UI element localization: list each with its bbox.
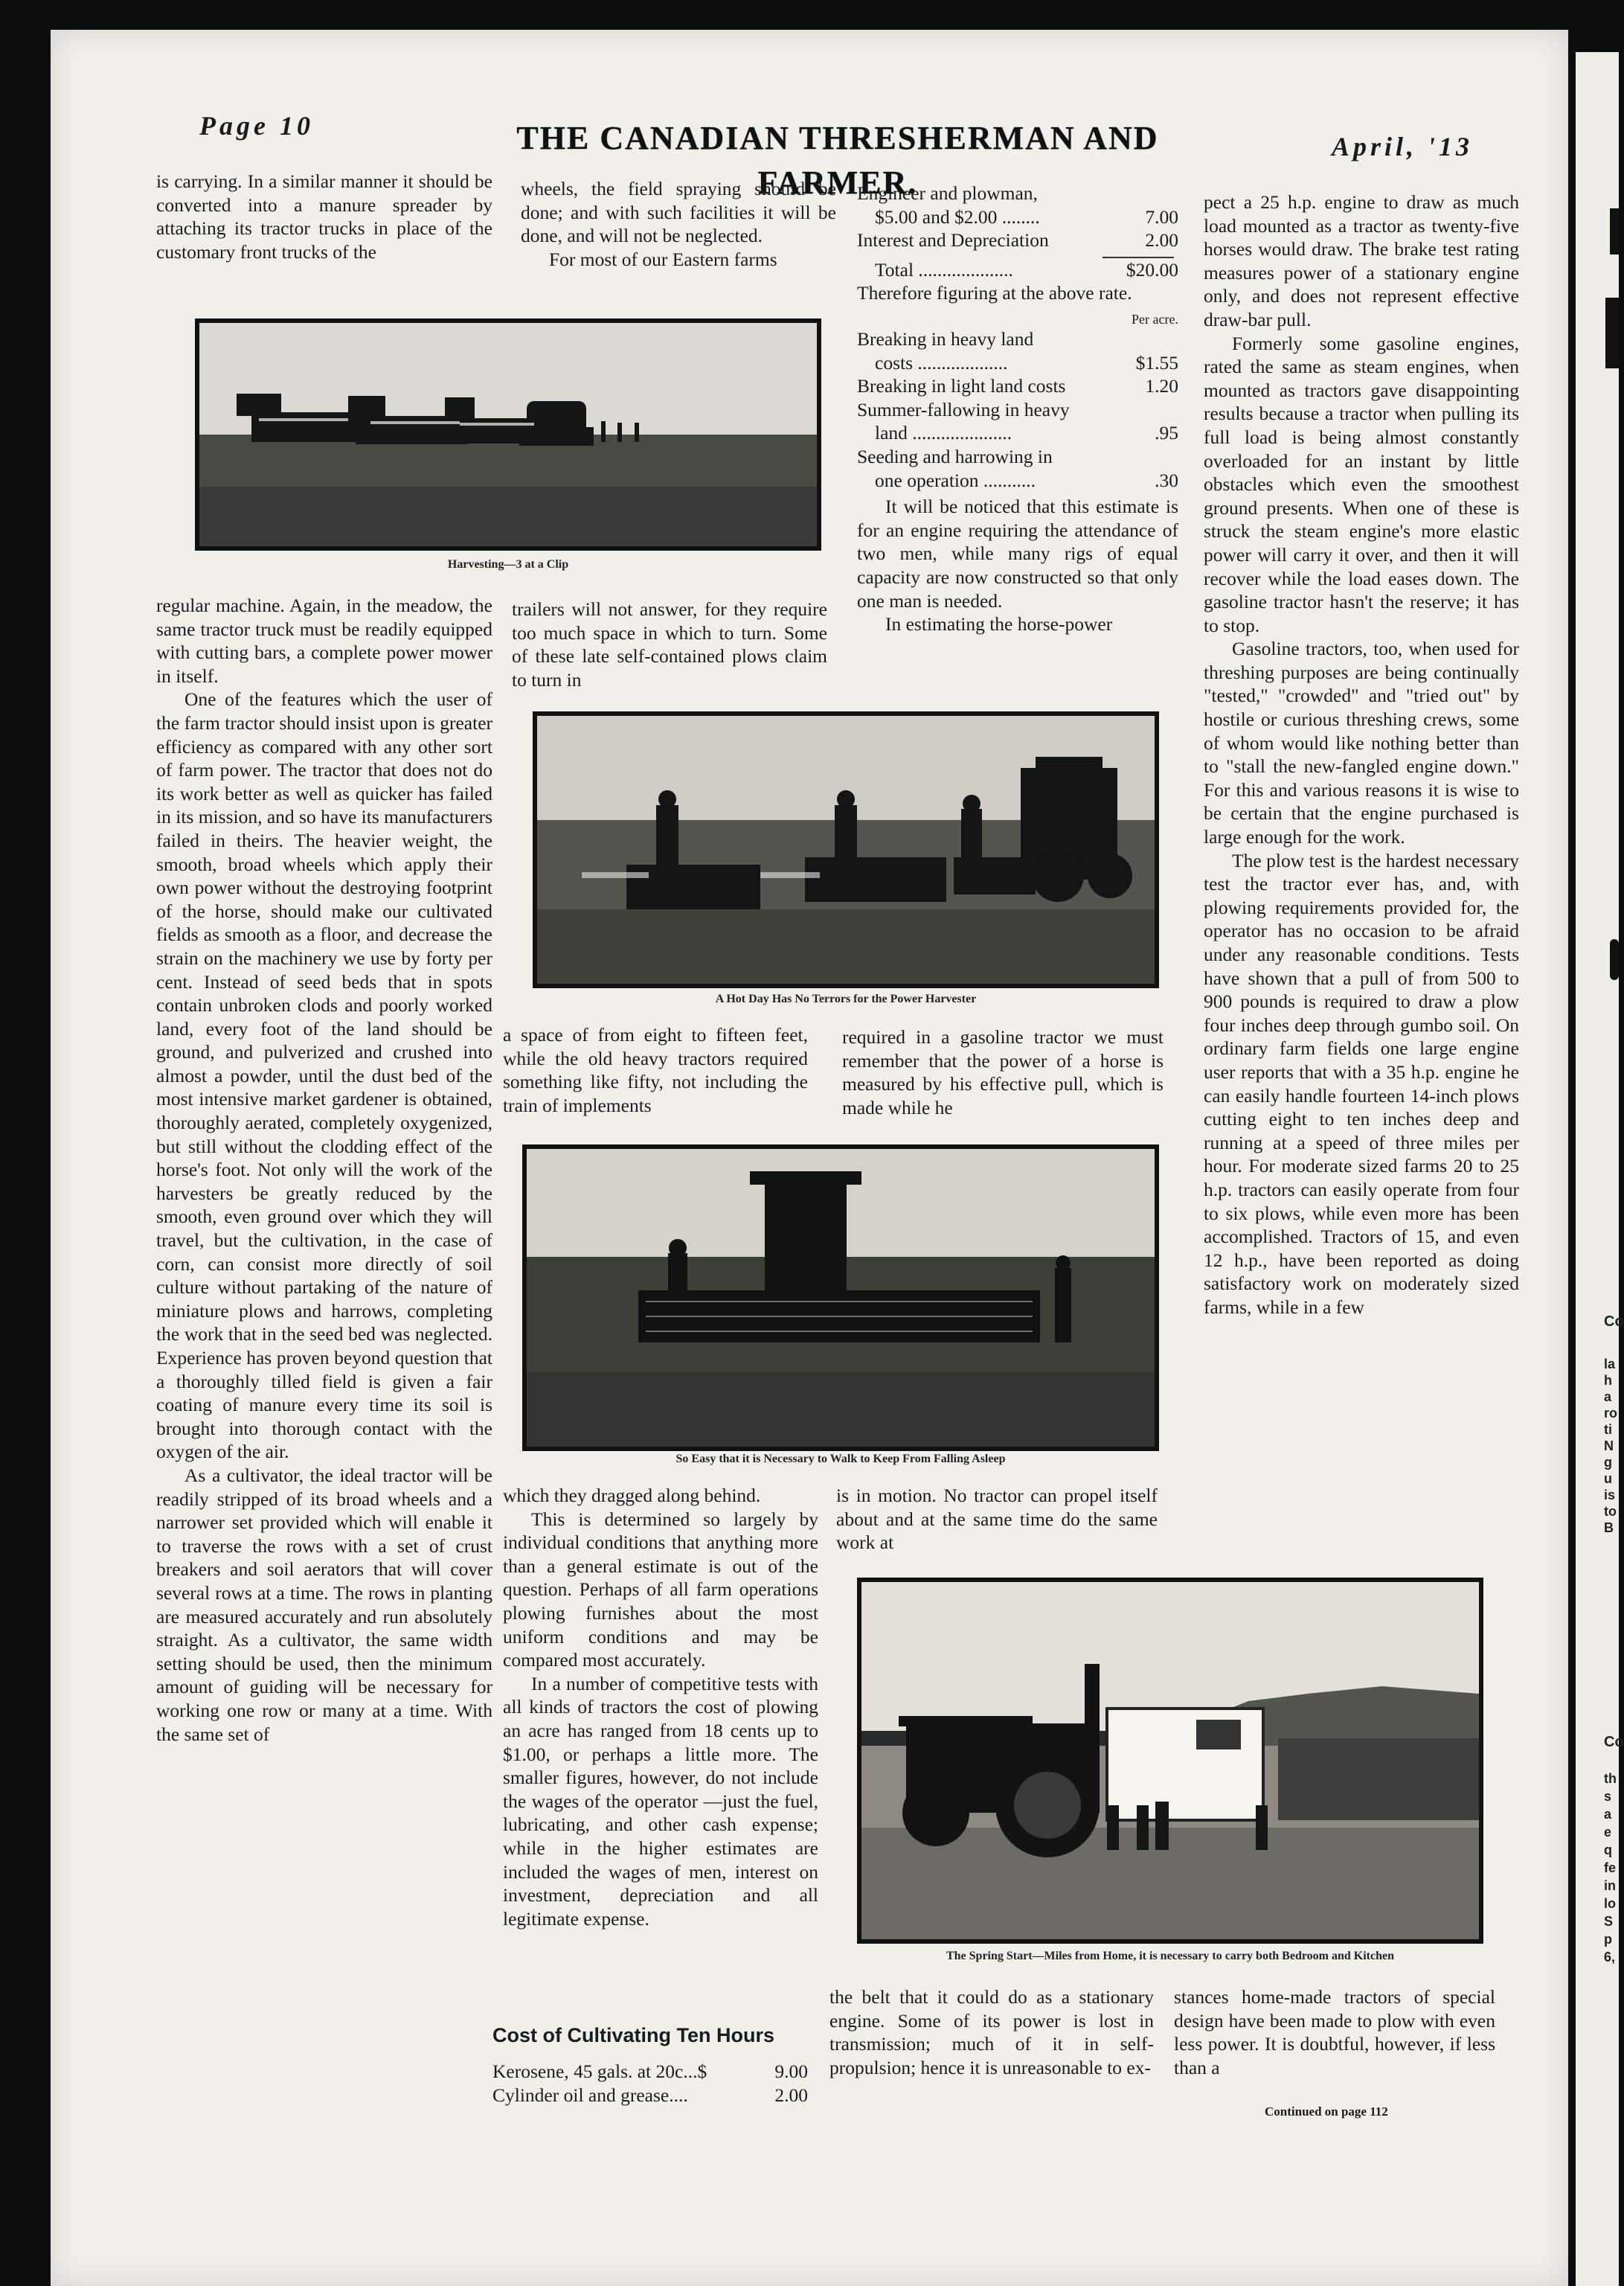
acre-label: land ..................... xyxy=(875,422,1012,444)
cost-value: 9.00 xyxy=(774,2061,808,2082)
paragraph: stances home-made tractors of special design have been made to plow with even less power. It is doubtful, however, if less than a xyxy=(1174,1986,1495,2078)
edge-text: Co xyxy=(1604,1313,1624,1330)
column-3 xyxy=(857,182,1178,636)
edge-text: la ha ro ti N gu is to B xyxy=(1604,1357,1617,1535)
column-4 xyxy=(1204,190,1519,1319)
acre-table xyxy=(857,327,1178,492)
paragraph: pect a 25 h.p. engine to draw as much load mounted as a tractor as twenty-five horses would draw. The brake test rating measures power of a stationary engine only, and does not represent effective draw-bar pull. xyxy=(1204,191,1519,330)
photo-spring-start xyxy=(857,1578,1483,1944)
paragraph: One of the features which the user of the farm tractor should insist upon is greater efficiency as compared with any other sort of farm power. The tractor that does not do its work better as well as quicker has failed in its mission, and so have its manufacturers failed in theirs. The heavier weight, the smooth, broad wheels which apply their own power without the destroying footprint of the horse, should make our cultivated fields as smooth as a floor, and decrease the strain on the machinery we use by forty per cent. Instead of seed beds that in spots contain unbroken clods and poorly worked land, every foot of the land should be ground, and pulverized and crushed into almost a powder, until the dust bed of the most intensive market gardener is obtained, thoroughly aerated, completely oxygenized, but still without the clodding effect of the horse's foot. Not only will the work of the harvesters be greatly reduced by the smooth, even ground over which they will travel, but the cultivation, in the case of corn, can consist more directly of soil culture without partaking of the nature of miniature plows and harrows, completing the work that in the seed bed was neglected. Experience has proven beyond question that a thoroughly tilled field is given a fair coating of manure every time its soil is brought into thorough contact with the oxygen of the air. xyxy=(156,688,492,1463)
acre-row xyxy=(857,469,1178,493)
cost-row xyxy=(857,228,1178,252)
acre-row xyxy=(857,351,1178,375)
cost-label: Cylinder oil and grease.... xyxy=(492,2084,688,2106)
paragraph: In a number of competitive tests with all kinds of tractors the cost of plowing an acre has ranged from 18 cents up to $1.00, or perhaps a little more. The smaller figures, however, do not include the wages of the operator —just the fuel, lubricating, and other cash expense; while in the higher estimates are included the wages of men, interest on investment, depreciation and all legitimate expense. xyxy=(503,1672,818,1930)
mid-text-right xyxy=(842,1025,1164,1119)
paragraph: is in motion. No tractor can propel itself about and at the same time do the same work at xyxy=(836,1485,1158,1554)
total-value: $20.00 xyxy=(1126,258,1178,281)
cost-label: $5.00 and $2.00 ........ xyxy=(875,205,1040,228)
page-number: Page 10 xyxy=(199,111,314,141)
cost-row xyxy=(492,2060,808,2084)
cost-label: Engineer and plowman, xyxy=(857,182,1038,204)
photo-caption: Harvesting—3 at a Clip xyxy=(447,558,569,571)
edge-mark xyxy=(1605,298,1619,368)
edge-mark xyxy=(1610,939,1619,980)
acre-value: 1.20 xyxy=(1145,375,1178,397)
paragraph: regular machine. Again, in the meadow, the same tractor truck must be readily equipped with cutting bars, a complete power mower in itself. xyxy=(156,595,492,687)
acre-row xyxy=(857,398,1178,422)
cost-row xyxy=(492,2084,808,2107)
acre-row xyxy=(857,421,1178,445)
paragraph: trailers will not answer, for they require too much space in which to turn. Some of these late self-contained plows claim to turn in xyxy=(512,598,827,691)
continued-note: Continued on page 112 xyxy=(1265,2104,1388,2119)
cost-label: Interest and Depreciation xyxy=(857,229,1049,252)
acre-value: .95 xyxy=(1155,422,1178,444)
acre-label: costs ................... xyxy=(875,351,1008,374)
edge-mark xyxy=(1610,208,1619,254)
paragraph: Gasoline tractors, too, when used for threshing purposes are being continually "tested," "crowded" and "tried out" by hostile or curious threshing crews, some of whom would like nothing better than to "stall the new-fangled engine down." For this and various reasons it is wise to be certain that the engine purchased is large enough for the work. xyxy=(1204,638,1519,848)
paragraph: required in a gasoline tractor we must remember that the power of a horse is measured by his effective pull, which is made while he xyxy=(842,1026,1164,1118)
cost-value: 2.00 xyxy=(774,2084,808,2106)
cost-value: 7.00 xyxy=(1145,205,1178,228)
cost-row xyxy=(857,205,1178,229)
acre-row xyxy=(857,374,1178,398)
paragraph: the belt that it could do as a stationary engine. Some of its power is lost in transmission; much of it in self-propulsion; hence it is unreasonable to ex- xyxy=(829,1986,1154,2078)
photo-caption: A Hot Day Has No Terrors for the Power Harvester xyxy=(715,993,977,1005)
column-2-top xyxy=(521,177,836,271)
bottom-text-right xyxy=(1174,1985,1495,2079)
column-2-mid xyxy=(512,598,827,691)
acre-value: .30 xyxy=(1155,469,1178,491)
cost-cultivating-table xyxy=(492,2060,808,2107)
bottom-text-left xyxy=(829,1985,1154,2079)
column-1-top xyxy=(156,170,492,263)
paragraph: For most of our Eastern farms xyxy=(549,248,777,270)
acre-row xyxy=(857,327,1178,351)
paragraph: is carrying. In a similar manner it should be converted into a manure spreader by attaching its tractor trucks in place of the customary front trucks of the xyxy=(156,170,492,263)
acre-value: $1.55 xyxy=(1135,351,1178,374)
cost-table xyxy=(857,182,1178,281)
edge-text: th sa eq fe in lo Sp 6, xyxy=(1604,1771,1617,1965)
paragraph: Formerly some gasoline engines, rated the same as steam engines, when mounted as tractors gave disappointing results because a tractor when pulling its full load is being almost constantly overloaded for an instant by little obstacles which even the smoothest ground presents. When one of these is struck the steam engine's more elastic power will carry it over, and then it will recover while the load eases down. The gasoline tractor hasn't the reserve; it has to stop. xyxy=(1204,332,1519,636)
total-row xyxy=(857,258,1178,282)
paragraph: Therefore figuring at the above rate. xyxy=(857,282,1132,304)
paragraph: It will be noticed that this estimate is for an engine requiring the attendance of two men, while many rigs of equal capacity are now constructed so that only one man is needed. xyxy=(857,496,1178,612)
total-label: Total .................... xyxy=(875,258,1013,281)
bottom-mid-text xyxy=(836,1484,1158,1555)
acre-label: Breaking in heavy land xyxy=(857,327,1034,350)
paragraph: This is determined so largely by individual conditions that anything more than a general estimate is out of the question. Perhaps of all farm operations plowing furnishes about the most uniform conditions and may be compared most accurately. xyxy=(503,1508,818,1671)
acre-label: Summer-fallowing in heavy xyxy=(857,398,1070,420)
edge-text: Co xyxy=(1604,1734,1624,1750)
mid-text-left xyxy=(503,1023,808,1117)
photo-harvesting xyxy=(195,318,821,551)
paragraph: a space of from eight to fifteen feet, while the old heavy tractors required something like fifty, not including the train of implements xyxy=(503,1024,808,1116)
issue-date: April, '13 xyxy=(1332,132,1474,161)
cost-label: Kerosene, 45 gals. at 20c...$ xyxy=(492,2061,707,2082)
cost-row xyxy=(857,182,1178,205)
masthead: THE CANADIAN THRESHERMAN AND FARMER. xyxy=(516,120,1159,201)
acre-label: Breaking in light land costs xyxy=(857,375,1066,397)
acre-label: one operation ........... xyxy=(875,469,1036,491)
photo-caption: So Easy that it is Necessary to Walk to Keep From Falling Asleep xyxy=(675,1453,1006,1465)
column-1-main xyxy=(156,594,492,1746)
column-2-lower xyxy=(503,1484,818,1930)
section-heading: Cost of Cultivating Ten Hours xyxy=(492,2024,774,2046)
paragraph: In estimating the horse-power xyxy=(885,613,1113,635)
paragraph: As a cultivator, the ideal tractor will be readily stripped of its broad wheels and a narrower set provided which will enable it to traverse the rows with a set of crust breakers and soil aerators that will cover several rows at a time. The rows in planting are measured accurately and run absolutely straight. As a cultivator, the same width setting should be used, then the minimum amount of guiding will be necessary for working one row or many at a time. With the same set of xyxy=(156,1464,492,1745)
cost-value: 2.00 xyxy=(1145,229,1178,252)
photo-walking xyxy=(522,1144,1159,1451)
paragraph: The plow test is the hardest necessary test the tractor ever has, and, with plowing requirements provided for, the operator has no occasion to be afraid under any reasonable conditions. Tests have shown that a pull of from 500 to 900 pounds is required to draw a plow four inches deep through gumbo soil. On ordinary farm fields one large engine user reports that with a 35 h.p. engine he can easily handle fourteen 14-inch plows cutting eight to ten inches deep and running at a speed of three miles per hour. For moderate sized farms 20 to 25 h.p. tractors can easily operate from four to six plows, while even more has been accomplished. Tractors of 15, and even 12 h.p., have been reported as doing satisfactory work on moderately sized farms, while in a few xyxy=(1204,849,1519,1318)
acre-label: Seeding and harrowing in xyxy=(857,445,1053,467)
paragraph: which they dragged along behind. xyxy=(503,1485,761,1506)
acre-row xyxy=(857,445,1178,469)
paragraph: wheels, the field spraying should be done; and with such facilities it will be done, and will not be neglected. xyxy=(521,178,836,247)
photo-caption: The Spring Start—Miles from Home, it is necessary to carry both Bedroom and Kitchen xyxy=(946,1950,1395,1962)
photo-power-harvester xyxy=(533,711,1159,988)
per-acre-heading: Per acre. xyxy=(1132,311,1178,327)
